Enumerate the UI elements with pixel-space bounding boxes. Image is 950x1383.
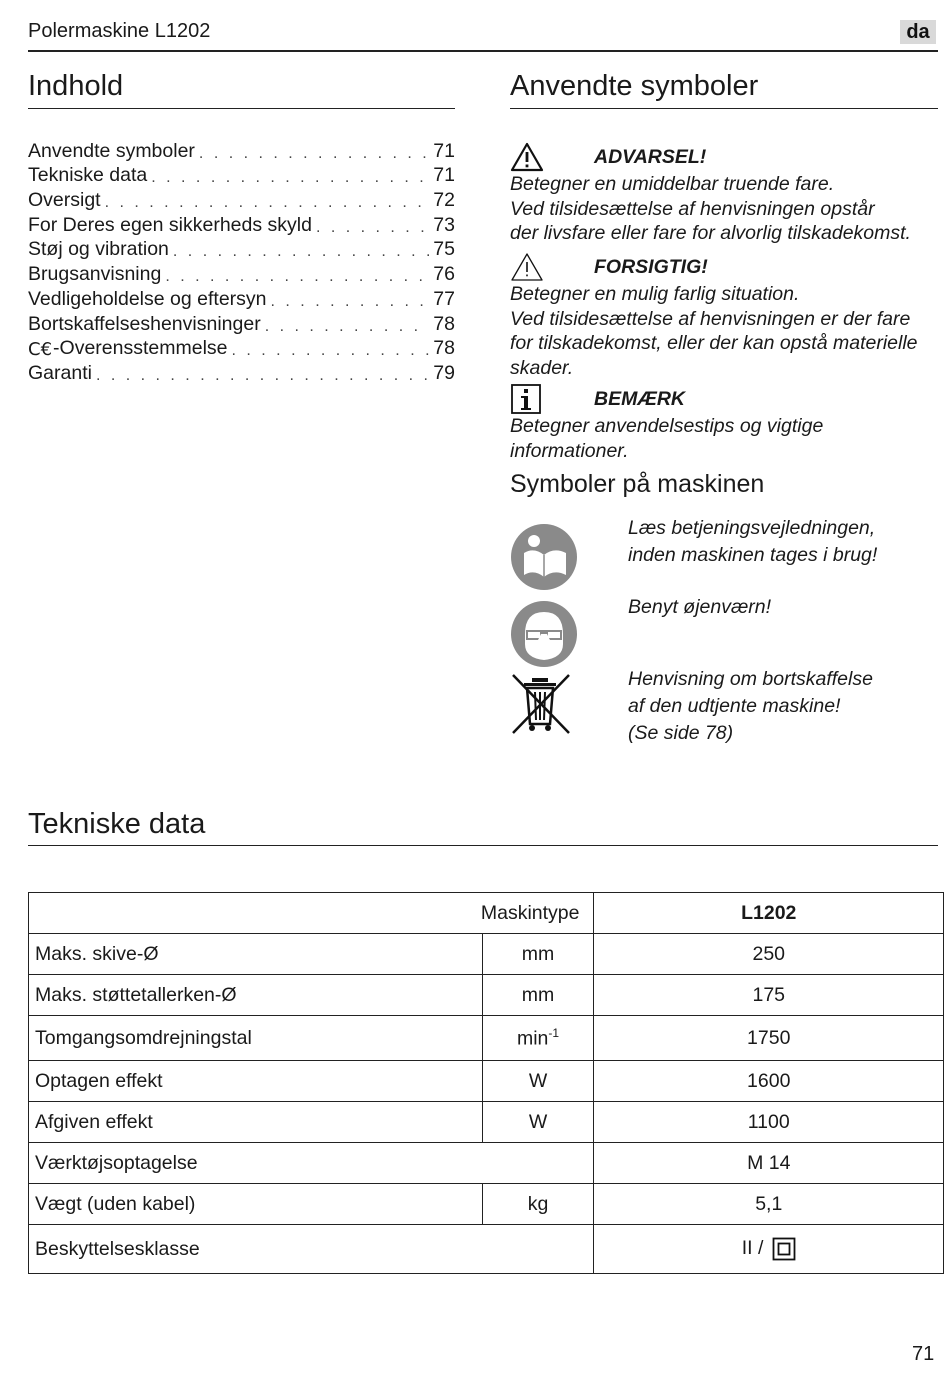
- warning-text: Betegner en umiddelbar truende fare.: [510, 173, 835, 195]
- caution-triangle-icon: [510, 252, 544, 282]
- technical-data-table: [28, 892, 944, 1274]
- toc-leader: [173, 242, 429, 261]
- machine-symbol-text: Henvisning om bortskaffelse: [628, 668, 873, 690]
- toc-item-label: -Overensstemmelse: [53, 337, 228, 360]
- toc-item-label: Tekniske data: [28, 164, 148, 187]
- tech-data-heading-rule: [28, 845, 938, 846]
- spec-label: Tomgangsomdrejningstal: [29, 1016, 483, 1061]
- page-number: 71: [912, 1343, 935, 1365]
- toc-item[interactable]: [28, 360, 455, 385]
- document-header-title: Polermaskine L1202: [28, 20, 211, 42]
- warning-text: Ved tilsidesættelse af henvisningen opstår: [510, 197, 875, 220]
- spec-label: Beskyttelsesklasse: [29, 1225, 594, 1274]
- toc-item[interactable]: [28, 138, 455, 163]
- warning-label: ADVARSEL!: [594, 145, 707, 168]
- note-text: informationer.: [510, 439, 629, 462]
- caution-label: FORSIGTIG!: [594, 255, 708, 278]
- table-row: [29, 934, 944, 975]
- toc-item-label: Vedligeholdelse og eftersyn: [28, 287, 267, 310]
- table-row: [29, 1225, 944, 1274]
- spec-unit: kg: [482, 1184, 594, 1225]
- spec-value: [594, 1225, 944, 1274]
- toc-leader: [96, 366, 429, 385]
- info-icon: [510, 384, 544, 414]
- toc-item[interactable]: [28, 163, 455, 188]
- spec-unit: mm: [482, 934, 594, 975]
- eye-protection-text: [628, 594, 771, 621]
- note-block: [510, 384, 940, 463]
- spec-label: Maks. støttetallerken-Ø: [29, 975, 483, 1016]
- machine-symbol-text: Læs betjeningsvejledningen,: [628, 517, 876, 539]
- toc-item[interactable]: [28, 261, 455, 286]
- toc-item[interactable]: [28, 336, 455, 361]
- spec-value: 175: [594, 975, 944, 1016]
- toc-item-page: 73: [433, 213, 455, 236]
- spec-unit: W: [482, 1061, 594, 1102]
- spec-label: Optagen effekt: [29, 1061, 483, 1102]
- spec-label: Afgiven effekt: [29, 1102, 483, 1143]
- toc-item[interactable]: [28, 212, 455, 237]
- toc-item[interactable]: [28, 286, 455, 311]
- toc-item-page: 78: [433, 312, 455, 335]
- toc-leader: [265, 317, 430, 336]
- ce-mark-icon: C€: [28, 339, 53, 361]
- caution-text: Ved tilsidesættelse af henvisningen er der fare: [510, 307, 911, 330]
- toc-leader: [232, 341, 430, 360]
- spec-value: 1100: [594, 1102, 944, 1143]
- machine-symbol-text: Benyt øjenværn!: [628, 596, 772, 618]
- machine-type-label: Maskintype: [29, 893, 594, 934]
- toc-item-label: Støj og vibration: [28, 238, 169, 261]
- caution-text: for tilskadekomst, eller der kan opstå materielle: [510, 332, 918, 354]
- symbols-heading: Anvendte symboler: [510, 70, 759, 102]
- toc-heading: Indhold: [28, 70, 124, 102]
- spec-unit-exponent: -1: [548, 1025, 560, 1040]
- spec-value: 5,1: [594, 1184, 944, 1225]
- caution-text: skader.: [510, 356, 574, 379]
- toc-item-page: 75: [433, 238, 455, 261]
- spec-label: Vægt (uden kabel): [29, 1184, 483, 1225]
- warning-triangle-icon: [510, 142, 544, 172]
- caution-text: Betegner en mulig farlig situation.: [510, 283, 800, 305]
- table-row: [29, 1143, 944, 1184]
- toc-item[interactable]: [28, 311, 455, 336]
- toc-item-page: 78: [433, 337, 455, 360]
- toc-heading-rule: [28, 108, 455, 109]
- header-divider: [28, 50, 938, 52]
- caution-block: [510, 252, 940, 380]
- spec-value: 250: [594, 934, 944, 975]
- note-label: BEMÆRK: [594, 387, 685, 410]
- toc-item-label: Brugsanvisning: [28, 263, 162, 286]
- toc-item-page: 79: [433, 361, 455, 384]
- spec-unit: [482, 1016, 594, 1061]
- spec-value: 1600: [594, 1061, 944, 1102]
- toc-leader: [165, 267, 429, 286]
- symbols-heading-rule: [510, 108, 938, 109]
- spec-unit: W: [482, 1102, 594, 1143]
- toc-item-label: Oversigt: [28, 189, 101, 212]
- toc-item-page: 71: [433, 164, 455, 187]
- machine-symbol-text: (Se side 78): [628, 722, 734, 744]
- warning-block: [510, 142, 940, 246]
- toc-leader: [271, 292, 430, 311]
- note-text: Betegner anvendelsestips og vigtige: [510, 415, 824, 437]
- machine-symbol-text: inden maskinen tages i brug!: [628, 544, 878, 566]
- tech-data-heading: Tekniske data: [28, 808, 206, 840]
- language-badge: da: [900, 20, 936, 44]
- toc-item-page: 77: [433, 287, 455, 310]
- double-insulation-icon: [772, 1237, 796, 1261]
- spec-label: Maks. skive-Ø: [29, 934, 483, 975]
- spec-unit-base: min: [516, 1027, 549, 1050]
- spec-label: Værktøjsoptagelse: [29, 1143, 594, 1184]
- weee-disposal-bin-icon: [510, 672, 572, 736]
- machine-type-value: L1202: [594, 893, 944, 934]
- toc-item[interactable]: [28, 237, 455, 262]
- table-row: [29, 975, 944, 1016]
- protection-class-text: II /: [741, 1237, 764, 1260]
- spec-value: 1750: [594, 1016, 944, 1061]
- read-manual-icon: [510, 523, 578, 591]
- toc-item[interactable]: [28, 187, 455, 212]
- toc-item-page: 72: [433, 189, 455, 212]
- table-row: [29, 1061, 944, 1102]
- read-manual-text: [628, 515, 877, 569]
- table-row: [29, 1016, 944, 1061]
- toc-item-label: Garanti: [28, 361, 92, 384]
- toc-leader: [316, 218, 429, 237]
- toc-item-label: Anvendte symboler: [28, 139, 195, 162]
- warning-text: der livsfare eller fare for alvorlig tilskadekomst.: [510, 222, 911, 244]
- toc-item-page: 71: [433, 139, 455, 162]
- toc-leader: [105, 193, 430, 212]
- table-row: [29, 1102, 944, 1143]
- toc-item-label: For Deres egen sikkerheds skyld: [28, 213, 312, 236]
- spec-value: M 14: [594, 1143, 944, 1184]
- disposal-text: [628, 666, 873, 747]
- eye-protection-icon: [510, 600, 578, 668]
- toc-item-label: Bortskaffelseshenvisninger: [28, 312, 261, 335]
- table-row: [29, 893, 944, 934]
- machine-symbol-text: af den udtjente maskine!: [628, 695, 841, 717]
- machine-symbols-heading: Symboler på maskinen: [510, 470, 765, 498]
- spec-unit: mm: [482, 975, 594, 1016]
- toc-item-page: 76: [433, 263, 455, 286]
- toc-leader: [151, 168, 429, 187]
- toc-leader: [199, 144, 429, 163]
- table-of-contents: [28, 138, 455, 385]
- table-row: [29, 1184, 944, 1225]
